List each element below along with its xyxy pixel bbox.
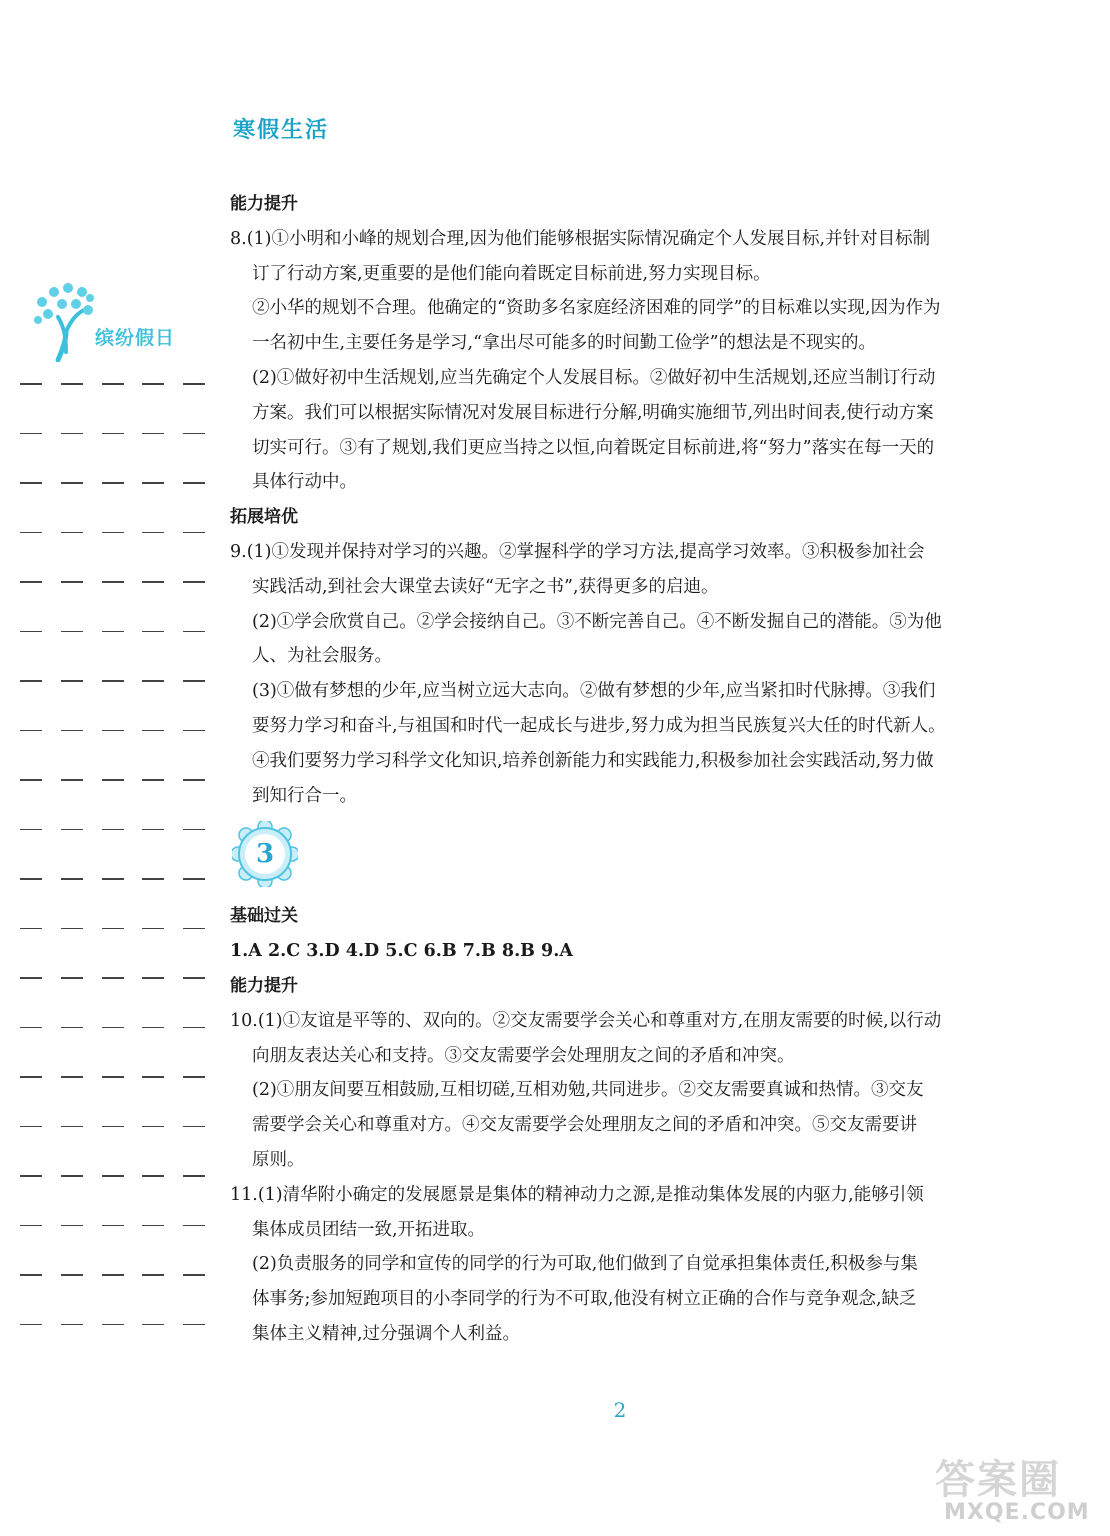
- answer-line: 要努力学习和奋斗,与祖国和时代一起成长与进步,努力成为担当民族复兴大任的时代新人。: [252, 715, 946, 736]
- answer-line: 方案。我们可以根据实际情况对发展目标进行分解,明确实施细节,列出时间表,使行动方案: [252, 402, 934, 423]
- answer-line: 集体主义精神,过分强调个人利益。: [252, 1323, 521, 1344]
- answer-content: [230, 187, 1020, 1352]
- page-title: 寒假生活: [233, 118, 330, 143]
- margin-dashed-lines: [20, 383, 205, 1373]
- answer-line: 到知行合一。: [252, 785, 357, 806]
- answer-line: ④我们要努力学习科学文化知识,培养创新能力和实践能力,积极参加社会实践活动,努力做: [252, 750, 934, 771]
- page-number: 2: [613, 1398, 627, 1422]
- answer-line: 具体行动中。: [252, 472, 357, 493]
- answer-line: (2)①朋友间要互相鼓励,互相切磋,互相劝勉,共同进步。②交友需要真诚和热情。③交友: [252, 1080, 924, 1101]
- answer-line: 需要学会关心和尊重对方。④交友需要学会处理朋友之间的矛盾和冲突。⑤交友需要讲: [252, 1115, 917, 1136]
- answer-line: 向朋友表达关心和支持。③交友需要学会处理朋友之间的矛盾和冲突。: [252, 1045, 795, 1066]
- answer-line: (2)①学会欣赏自己。②学会接纳自己。③不断完善自己。④不断发掘自己的潜能。⑤为他: [252, 611, 942, 632]
- answer-line: ②小华的规划不合理。他确定的“资助多名家庭经济困难的同学”的目标难以实现,因为作为: [252, 298, 941, 319]
- tree-logo-icon: [28, 282, 218, 362]
- watermark-text: 答案圈: [935, 1457, 1061, 1503]
- answer-line: 切实可行。③有了规划,我们更应当持之以恒,向着既定目标前进,将“努力”落实在每一天的: [252, 437, 935, 458]
- answer-line: 9.(1)①发现并保持对学习的兴趣。②掌握科学的学习方法,提高学习效率。③积极参加社会: [230, 541, 925, 562]
- section-heading: 拓展培优: [230, 507, 298, 528]
- unit-badge: [232, 821, 298, 887]
- watermark-url: MXQE.COM: [944, 1500, 1090, 1525]
- answer-line: 集体成员团结一致,开拓进取。: [252, 1219, 486, 1240]
- answer-line: 8.(1)①小明和小峰的规划合理,因为他们能够根据实际情况确定个人发展目标,并针对目标制: [230, 228, 931, 249]
- section-heading: 基础过关: [230, 906, 298, 927]
- answer-line: 11.(1)清华附小确定的发展愿景是集体的精神动力之源,是推动集体发展的内驱力,能够引领: [230, 1184, 924, 1205]
- answer-line: 订了行动方案,更重要的是他们能向着既定目标前进,努力实现目标。: [252, 263, 771, 284]
- multiple-choice-answers: 1.A 2.C 3.D 4.D 5.C 6.B 7.B 8.B 9.A: [230, 941, 573, 962]
- answer-line: 人、为社会服务。: [252, 646, 392, 667]
- section-heading: 能力提升: [230, 975, 298, 996]
- answer-line: 10.(1)①友谊是平等的、双向的。②交友需要学会关心和尊重对方,在朋友需要的时候,以行动: [230, 1010, 942, 1031]
- answer-line: 一名初中生,主要任务是学习,“拿出尽可能多的时间勤工俭学”的想法是不现实的。: [252, 333, 877, 354]
- answer-line: (3)①做有梦想的少年,应当树立远大志向。②做有梦想的少年,应当紧扣时代脉搏。③我们: [252, 681, 936, 702]
- answer-line: 原则。: [252, 1149, 305, 1170]
- logo-text: 缤纷假日: [95, 327, 176, 349]
- unit-number: 3: [255, 839, 275, 870]
- answer-line: (2)负责服务的同学和宣传的同学的行为可取,他们做到了自觉承担集体责任,积极参与集: [252, 1254, 918, 1275]
- answer-line: 实践活动,到社会大课堂去读好“无字之书”,获得更多的启迪。: [252, 576, 719, 597]
- answer-line: (2)①做好初中生活规划,应当先确定个人发展目标。②做好初中生活规划,还应当制订行动: [252, 367, 936, 388]
- section-heading: 能力提升: [230, 194, 298, 214]
- answer-line: 体事务;参加短跑项目的小李同学的行为不可取,他没有树立正确的合作与竞争观念,缺乏: [252, 1289, 917, 1310]
